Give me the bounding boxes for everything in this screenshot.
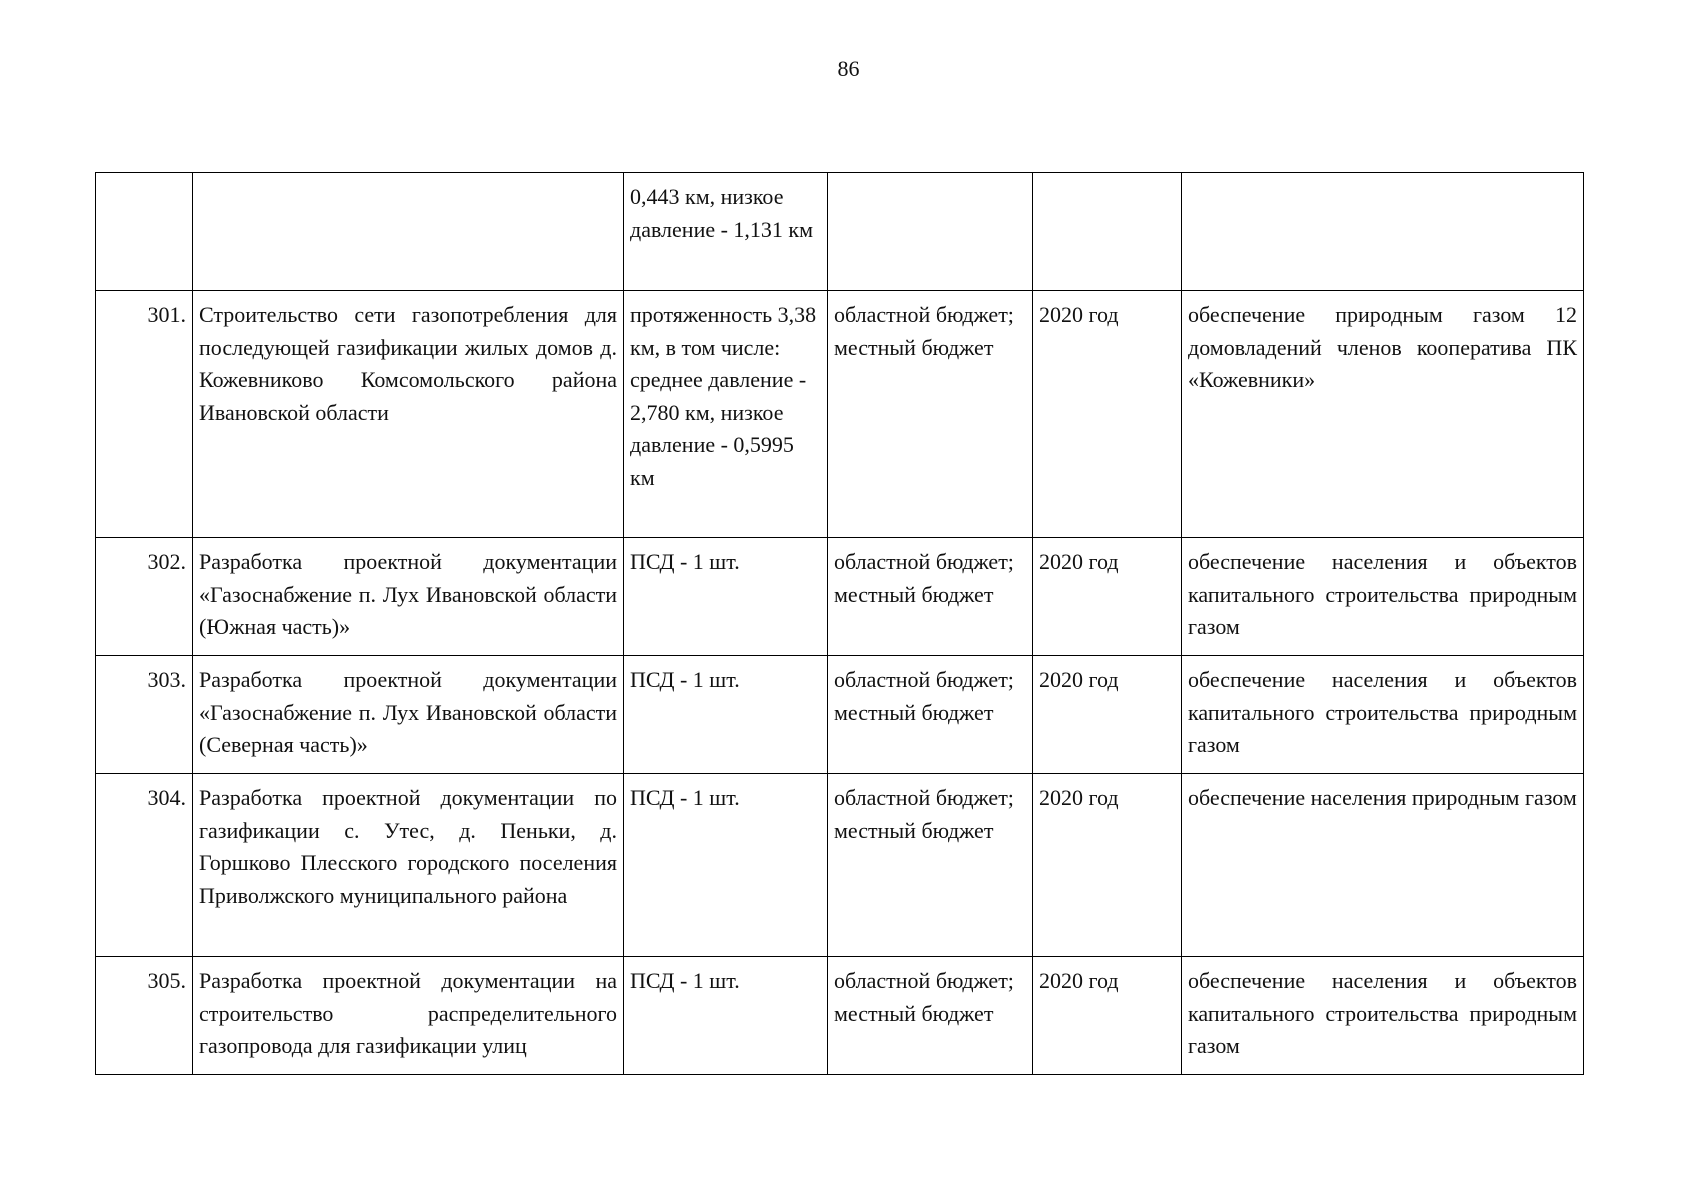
measure-indicator: ПСД - 1 шт. — [624, 538, 828, 656]
funding-source: областной бюджет; местный бюджет — [828, 957, 1033, 1075]
expected-result: обеспечение населения и объектов капитального строительства природным газом — [1182, 656, 1584, 774]
implementation-term: 2020 год — [1033, 957, 1182, 1075]
expected-result: обеспечение населения и объектов капитального строительства природным газом — [1182, 538, 1584, 656]
implementation-term: 2020 год — [1033, 538, 1182, 656]
row-number: 304. — [96, 774, 193, 957]
implementation-term: 2020 год — [1033, 291, 1182, 538]
funding-source: областной бюджет; местный бюджет — [828, 774, 1033, 957]
funding-source: областной бюджет; местный бюджет — [828, 538, 1033, 656]
funding-source: областной бюджет; местный бюджет — [828, 656, 1033, 774]
measure-name — [193, 173, 624, 291]
row-number: 301. — [96, 291, 193, 538]
measure-indicator: ПСД - 1 шт. — [624, 957, 828, 1075]
measure-indicator: протяженность 3,38 км, в том числе: среднее давление - 2,780 км, низкое давление - 0,5995 км — [624, 291, 828, 538]
measure-name: Разработка проектной документации по газификации с. Утес, д. Пеньки, д. Горшково Плесского городского поселения Приволжского муниципального района — [193, 774, 624, 957]
measure-indicator: ПСД - 1 шт. — [624, 774, 828, 957]
implementation-term: 2020 год — [1033, 774, 1182, 957]
table-row — [96, 291, 1584, 538]
table-row — [96, 957, 1584, 1075]
measure-name: Разработка проектной документации «Газоснабжение п. Лух Ивановской области (Северная часть)» — [193, 656, 624, 774]
row-number: 302. — [96, 538, 193, 656]
measure-indicator: 0,443 км, низкое давление - 1,131 км — [624, 173, 828, 291]
implementation-term — [1033, 173, 1182, 291]
row-number: 303. — [96, 656, 193, 774]
measure-indicator: ПСД - 1 шт. — [624, 656, 828, 774]
table-row — [96, 538, 1584, 656]
measure-name: Разработка проектной документации на строительство распределительного газопровода для газификации улиц — [193, 957, 624, 1075]
page-number: 86 — [837, 56, 860, 81]
expected-result: обеспечение населения природным газом — [1182, 774, 1584, 957]
measures-table — [95, 172, 1584, 1075]
expected-result: обеспечение населения и объектов капитального строительства природным газом — [1182, 957, 1584, 1075]
row-number — [96, 173, 193, 291]
funding-source — [828, 173, 1033, 291]
expected-result — [1182, 173, 1584, 291]
row-number: 305. — [96, 957, 193, 1075]
measure-name: Строительство сети газопотребления для последующей газификации жилых домов д. Кожевниково Комсомольского района Ивановской области — [193, 291, 624, 538]
table-row — [96, 173, 1584, 291]
funding-source: областной бюджет; местный бюджет — [828, 291, 1033, 538]
table-row — [96, 656, 1584, 774]
table-row — [96, 774, 1584, 957]
measure-name: Разработка проектной документации «Газоснабжение п. Лух Ивановской области (Южная часть)» — [193, 538, 624, 656]
expected-result: обеспечение природным газом 12 домовладений членов кооператива ПК «Кожевники» — [1182, 291, 1584, 538]
implementation-term: 2020 год — [1033, 656, 1182, 774]
